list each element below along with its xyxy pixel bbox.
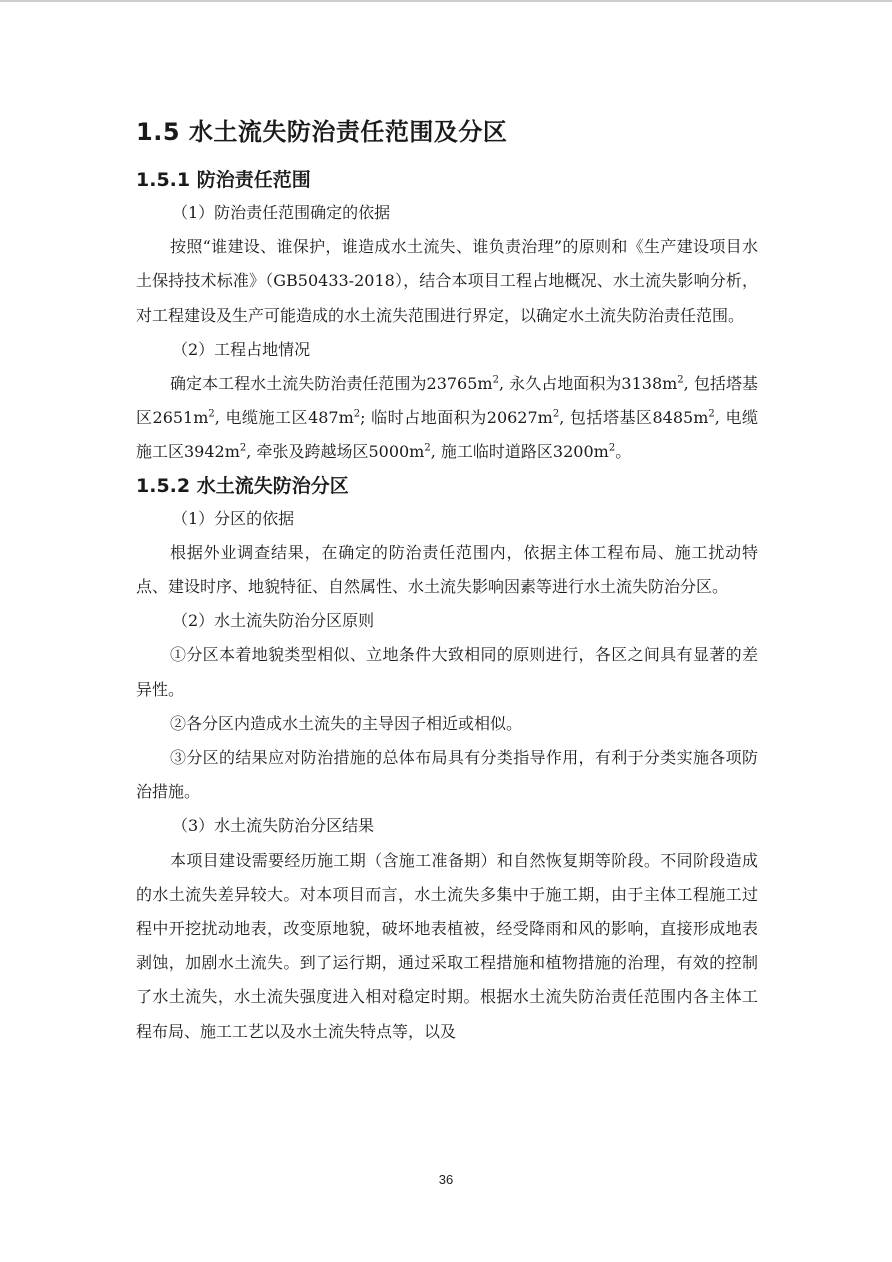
- item-title: （1）分区的依据: [172, 508, 295, 528]
- page-number: 36: [438, 1172, 454, 1187]
- paragraph: ①分区本着地貌类型相似、立地条件大致相同的原则进行，各区之间具有显著的差异性。: [136, 645, 758, 699]
- superscript: 2: [208, 408, 215, 420]
- superscript: 2: [708, 408, 715, 420]
- item-title: （2）水土流失防治分区原则: [172, 611, 375, 631]
- paragraph: ③分区的结果应对防治措施的总体布局具有分类指导作用，有利于分类实施各项防治措施。: [136, 748, 758, 802]
- item-title: （3）水土流失防治分区结果: [172, 816, 375, 836]
- subsection-heading: 1.5.1 防治责任范围: [136, 169, 311, 191]
- superscript: 2: [239, 443, 247, 455]
- superscript: 2: [677, 374, 684, 386]
- paragraph: 本项目建设需要经历施工期（含施工准备期）和自然恢复期等阶段。不同阶段造成的水土流失差异较大。对本项目而言，水土流失多集中于施工期，由于主体工程施工过程中开挖扰动地表，改变原地貌，破坏地表植被，经受降雨和风的影响，直接形成地表剥蚀，加剧水土流失。到了运行期，通过采取工程措施和植物措施的治理，有效的控制了水土流失，水土流失强度进入相对稳定时期。根据水土流失防治责任范围内各主体工程布局、施工工艺以及水土流失特点等，以及: [136, 850, 758, 1041]
- paragraph: 根据外业调查结果，在确定的防治责任范围内，依据主体工程布局、施工扰动特点、建设时序、地貌特征、自然属性、水土流失影响因素等进行水土流失防治分区。: [136, 542, 758, 597]
- subsection-heading: 1.5.2 水土流失防治分区: [136, 474, 349, 497]
- paragraph: 确定本工程水土流失防治责任范围为$23765m^2$, 永久占地面积为$3138m^2$, 包括塔基区$2651m^2$, 电缆施工区$487m^2$; 临时占地面积为$20627m^2$, 包括塔基区$8485m^2$, 电缆施工区$3942m^2$, 牵张及跨越场区$5000m^2$, 施工临时道路区$3200m^2$。: [136, 374, 758, 462]
- document-body: [136, 112, 758, 1049]
- section-heading: 1.5 水土流失防治责任范围及分区: [136, 118, 508, 146]
- subsection-prevention-zoning: [136, 470, 758, 1049]
- item-title: （2）工程占地情况: [172, 339, 311, 359]
- superscript: 2: [552, 408, 560, 420]
- paragraph: ②各分区内造成水土流失的主导因子相近或相似。: [170, 713, 523, 733]
- paragraph: 按照“谁建设、谁保护，谁造成水土流失、谁负责治理”的原则和《生产建设项目水土保持技术标准》（GB50433-2018），结合本项目工程占地概况、水土流失影响分析，对工程建设及生产可能造成的水土流失范围进行界定，以确定水土流失防治责任范围。: [136, 237, 758, 325]
- item-title: （1）防治责任范围确定的依据: [172, 203, 391, 222]
- superscript: 2: [353, 408, 361, 420]
- superscript: 2: [608, 443, 616, 455]
- superscript: 2: [424, 443, 431, 455]
- superscript: 2: [492, 374, 499, 386]
- subsection-responsibility-scope: [136, 164, 758, 470]
- page-top-border: [0, 0, 892, 2]
